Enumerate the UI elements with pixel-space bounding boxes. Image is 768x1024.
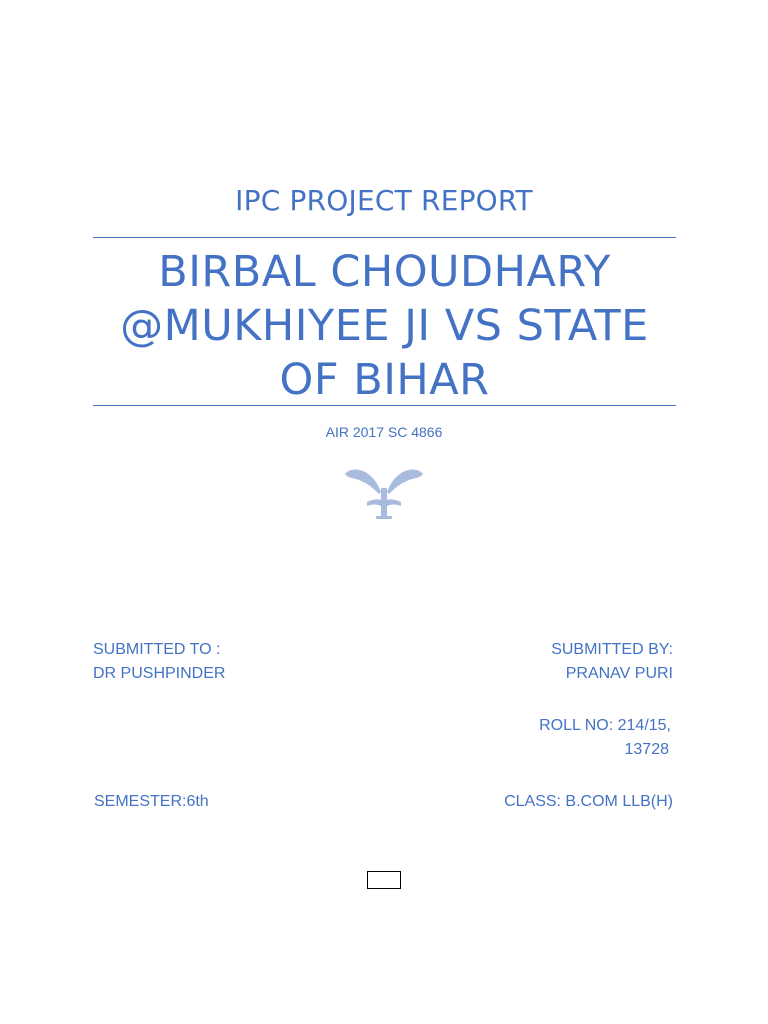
title-rule-bottom — [93, 405, 676, 406]
submitted-by-block — [551, 638, 673, 686]
roll-number-block — [539, 714, 671, 762]
submitted-to-block — [93, 638, 225, 686]
decorative-emblem-icon — [343, 466, 425, 522]
semester-field: SEMESTER:6th — [94, 793, 209, 810]
roll-number-line-1: ROLL NO: 214/15, — [539, 717, 671, 734]
page-number-box — [367, 871, 401, 889]
class-field: CLASS: B.COM LLB(H) — [504, 793, 673, 810]
report-title: BIRBAL CHOUDHARY @MUKHIYEE JI VS STATE OF BIHAR — [120, 247, 649, 405]
case-citation: AIR 2017 SC 4866 — [325, 424, 443, 440]
report-subtitle: IPC PROJECT REPORT — [235, 184, 533, 217]
submitted-to-label: SUBMITTED TO : — [93, 641, 221, 658]
roll-number-line-2: 13728 — [624, 741, 669, 758]
title-rule-top — [93, 237, 676, 238]
submitted-by-name: PRANAV PURI — [565, 665, 673, 682]
submitted-to-name: DR PUSHPINDER — [93, 665, 226, 682]
submitted-by-label: SUBMITTED BY: — [551, 641, 673, 658]
